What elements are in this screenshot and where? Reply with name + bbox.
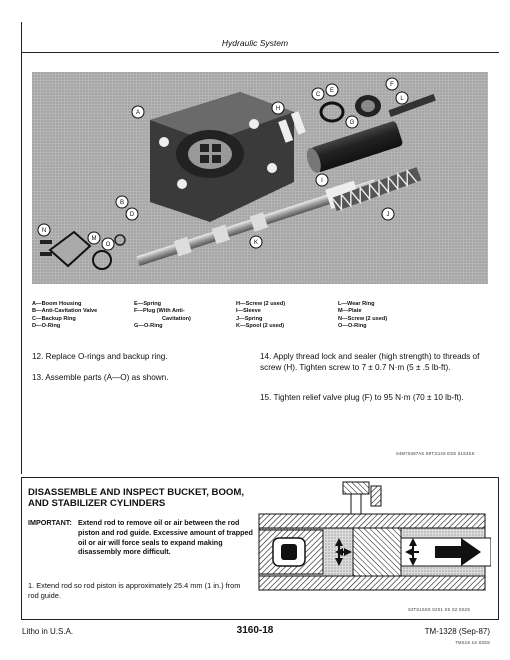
callout-j-label: J [386,212,390,218]
callout-h [272,102,284,114]
callout-k-label: K [253,240,259,246]
callout-k [250,236,262,248]
legend-column-3 [236,301,336,330]
footer-litho: Litho in U.S.A. [22,627,74,636]
callout-n-label: N [41,228,47,234]
section-figure-code: S2TS1SSS S2S1 SS S2 SS2S [408,607,471,612]
callout-l-label: L [400,96,404,102]
legend-item: D—O-Ring [32,322,61,329]
legend-item: J—Spring [236,315,263,322]
footer-small-code: TMS1S 1S S3SS [455,640,490,645]
callout-o-label: O [105,242,111,248]
cylinder-cutaway-svg [253,480,491,604]
callout-n [38,224,50,236]
page-header: Hydraulic System [221,38,289,48]
step-13: 13. Assemble parts (A—O) as shown. [32,373,169,382]
figure-reference-code: S4M7S497AS S9T;S14S ESS S1S3SS [396,451,475,456]
footer-manual-id: TM-1328 (Sep-87) [424,627,490,636]
legend-item: C—Backup Ring [32,315,76,322]
cylinder-cutaway-illustration [253,480,491,604]
legend-item: E—Spring [134,301,162,307]
callout-d-label: D [129,212,135,218]
step-14: 14. Apply thread lock and sealer (high strength) to threads of screw (H). Tighten screw to 7 ± 0.7 N·m (5 ± .5 lb-ft). [260,352,480,372]
legend-item: B—Anti-Cavitation Valve [32,308,98,315]
callout-g-label: G [349,120,355,126]
legend-item: Cavitation) [162,315,191,322]
callout-i-label: I [321,178,323,184]
callout-o [102,238,114,250]
callout-g [346,116,358,128]
legend-column-2 [134,301,234,330]
important-notice [28,518,253,557]
left-margin-rule [21,22,22,474]
callout-e [326,84,338,96]
callout-a-label: A [135,110,141,116]
step-12: 12. Replace O-rings and backup ring. [32,352,168,361]
important-label: IMPORTANT: [28,518,72,527]
legend-item: N—Screw (2 used) [338,315,388,322]
callout-b-label: B [119,200,125,206]
callout-l [396,92,408,104]
valve-exploded-photo [32,72,488,284]
callout-j [382,208,394,220]
callout-c [312,88,324,100]
section-title: DISASSEMBLE AND INSPECT BUCKET, BOOM, AND STABILIZER CYLINDERS [28,487,245,509]
step-15: 15. Tighten relief valve plug (F) to 95 N·m (70 ± 10 lb-ft). [260,393,464,402]
page-number: 3160-18 [236,625,274,636]
callout-a [132,106,144,118]
legend-column-4 [338,301,448,330]
legend-item: K—Spool (2 used) [236,322,285,329]
legend-item: L—Wear Ring [338,301,375,307]
legend-item: O—O-Ring [338,322,367,329]
legend-item: H—Screw (2 used) [236,301,286,307]
legend-column-1 [32,301,132,330]
legend-item: F—Plug (With Anti- [134,308,185,315]
section-step-1: 1. Extend rod so rod piston is approximately 25.4 mm (1 in.) from rod guide. [28,581,241,600]
valve-exploded-illustration [32,72,488,284]
callout-h-label: H [275,106,281,112]
header-rule [21,52,499,53]
callout-e-label: E [329,88,335,94]
callout-m-label: M [91,236,97,242]
legend-item: G—O-Ring [134,322,163,329]
important-text: Extend rod to remove oil or air between the rod piston and rod guide. Excessive amount of trapped oil or air will force seals to expand making disassembly more difficult. [78,518,253,557]
callout-i [316,174,328,186]
callout-f-label: F [390,82,394,88]
callout-m [88,232,100,244]
callout-c-label: C [315,92,321,98]
legend-item: M—Plate [338,308,362,315]
callout-d [126,208,138,220]
legend-item: A—Boom Housing [32,301,82,307]
callout-b [116,196,128,208]
callout-f [386,78,398,90]
legend-item: I—Sleeve [236,308,261,315]
